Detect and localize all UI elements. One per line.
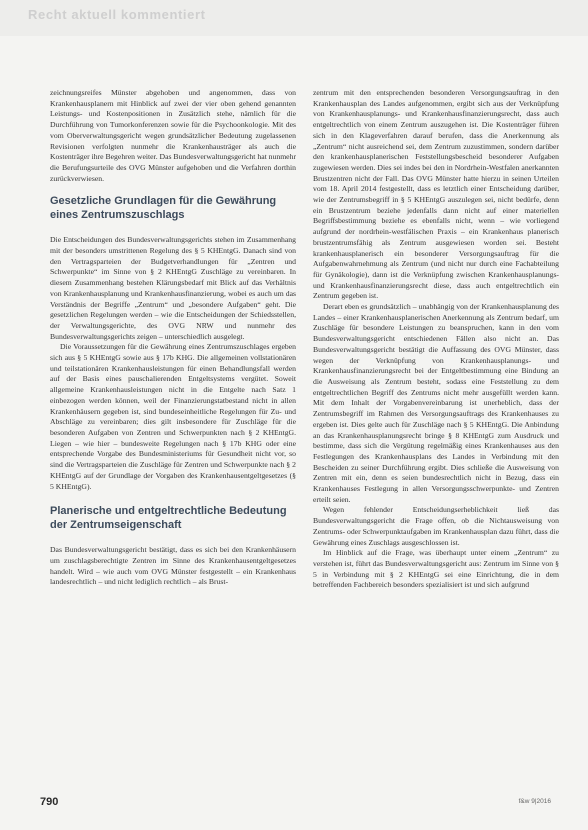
page-header — [0, 0, 588, 36]
body-paragraph: Das Bundesverwaltungsgericht bestätigt, dass es sich bei den Krankenhäusern um zuschlagsberechtigte Zentren im Sinne des Krankenhausentgeltgesetzes handelt. Wird – wie auch vom OVG Münster festgestellt – ein Krankenhaus landesrechtlich – und nicht lediglich rechtlich – als Brust- — [50, 545, 296, 587]
section-heading-legal-basis: Gesetzliche Grundlagen für die Gewährung eines Zentrumszuschlags — [50, 195, 277, 222]
right-column — [313, 88, 559, 591]
body-paragraph: Derart eben es grundsätzlich – unabhängig von der Krankenhausplanung des Landes – einer Krankenhausplanerischen Anerkennung als Zentrum bedarf, um Zuschläge für besondere Leistungen zu beanspruchen, kann in den vom Bundesverwaltungsgericht entschiedenen Fällen also nicht an. Das Bundesverwaltungsgericht bestätigt die Auffassung des OVG Münster, dass wegen der Verknüpfung von Krankenhausplanungs- und Krankenhausfinanzierungsrecht bei der Entgeltbestimmung eine Bindung an die Ausweisung als Zentrum besteht, sodass eine Feststellung zu dem entgeltrechtlichen Begriff des Zentrums nicht mehr ausgefüllt werden kann. Mit dem Inhalt der Vorgabenvereinbarung ist unerheblich, dass der Zentrumsbegriff im Rahmen des Versorgungsauftrags des Krankenhauses zu ergeben ist. Dies gelte auch für Zuschläge nach § 5 KHEntgG. Die Anbindung an das Krankenhausplanungsrecht bringe § 8 KHEntgG zum Ausdruck und bestimme, dass sich die Vergütung regelmäßig eines Krankenhauses aus den Festlegungen des Krankenhausplans des Landes in Verbindung mit den Bescheiden zu seiner Durchführung ergibt. Dies schließe die Ausweisung von Zentren mit ein, denn es seien bundesrechtlich nicht in Bezug, dass ein Krankenhauses Festlegung in allen Versorgungsschwerpunkte- und Zentren erteilt seien. — [313, 302, 559, 504]
issue-label: f&w 9|2016 — [518, 798, 551, 805]
body-paragraph: Die Entscheidungen des Bundesverwaltungsgerichts stehen im Zusammenhang mit der besonders umstrittenen Regelung des § 5 KHEntgG. Danach sind von den Vertragsparteien der Budgetverhandlungen für „Zentren und Schwerpunkte“ im Sinne von § 2 KHEntgG Zuschläge zu vereinbaren. In diesem Zusammenhang bestehen Klärungsbedarf mit Blick auf das Verhältnis von Krankenhausplanung und Krankenhausfinanzierung, wobei es auch um das Verständnis der Begriffe „Zentrum“ und „besondere Aufgaben“ geht. Die gesetzlichen Regelungen werden – wie die Entscheidungen der Schiedsstellen, der Verwaltungsgerichte, des OVG NRW und nunmehr des Bundesverwaltungsgerichts zeigen – unterschiedlich ausgelegt. — [50, 235, 296, 341]
left-column — [50, 88, 296, 588]
intro-paragraph: zeichnungsreifes Münster abgehoben und angenommen, dass von Krankenhausplanern mit Hinblick auf zwei der vier oben gehend genannten Leistungs- und Kostenpositionen in Zusätzlich stehe, nämlich für die Durchführung von Tumorkonferenzen sowie für die Psychoonkologie. Mit des vom Oberverwaltungsgericht wegen grundsätzlicher Bedeutung zugelassenen Revisionen verfolgten nunmehr die Krankenhausträger als auch die Kostenträger ihre Begehren weiter. Das Bundesverwaltungsgericht hat nunmehr die Berufungsurteile des OVG Münster aufgehoben und die Verfahren dorthin zurückverwiesen. — [50, 88, 296, 183]
section-label: Recht aktuell kommentiert — [28, 7, 206, 22]
section-heading-center-status: Planerische und entgeltrechtliche Bedeutung der Zentrumseigenschaft — [50, 505, 287, 532]
page-number: 790 — [40, 796, 59, 808]
body-paragraph: zentrum mit den entsprechenden besonderen Versorgungsauftrag in den Krankenhausplan des Landes aufgenommen, ergibt sich aus der Verknüpfung von Krankenhausplanungs- und Krankenhausfinanzierungsrecht, dass auch entgeltrechtlich von einem Zentrum auszugehen ist. Die Kostenträger führen sich in den Klageverfahren darauf berufen, dass die Anerkennung als „Zentrum“ nicht ausreichend sei, dem Zentrum zuzustimmen, sondern darüber den krankenhausplanerischen Feststellungsbescheid besonderer Aufgaben zugewiesen werden. Dies sei indes bei den in Nordrhein-Westfalen anerkannten Brustzentren nicht der Fall. Das OVG Münster hatte hierzu in seinen Urteilen vom 18. April 2014 festgestellt, dass es letztlich einer Entscheidung darüber, wie der Zentrumsbegriff in § 5 KHEntgG auszulegen sei, nicht bedürfe, denn ein Brustzentrum beziehe jedenfalls dann nicht auf einer materiellen Begriffsbestimmung beziehe es ebenfalls nicht, wenn – wie vorliegend aufgrund der nordrhein-westfälischen Praxis – ein Krankenhaus planerisch brustzentrumsfähig als Zentrum ausgewiesen worden sei. Besteht krankenhausplanerisch ein besonderer Versorgungsauftrag für die Aufgabenwahrnehmung als Zentrum (und nicht nur durch eine Fachabteilung für Gynäkologie), dann ist die Verknüpfung zwischen Krankenhausplanungs- und Krankenhausfinanzierungsrecht diese, dass auch entgeltrechtlich ein Zentrum gegeben ist. — [313, 88, 559, 301]
body-paragraph: Die Voraussetzungen für die Gewährung eines Zentrumszuschlages ergeben sich aus § 5 KHEntgG sowie aus § 17b KHG. Die allgemeinen vollstationären und teilstationären Krankenhausleistungen für einen Behandlungsfall werden auf der Basis eines pauschalierenden Entgeltsystems vergütet. Soweit allgemeine Krankenhausleistungen nicht in die Entgelte nach Satz 1 einbezogen werden können, weil der Finanzierungstatbestand nicht in allen Krankenhäusern gegeben ist, sind bundeseinheitliche Regelungen für Zu- und Abschläge zu vereinbaren; dies gilt insbesondere für Zuschläge für die besonderen Aufgaben von Zentren und Schwerpunkten nach § 2 KHEntgG. Liegen – wie hier – bundesweite Regelungen nach § 17b KHG oder eine entsprechende Vorgabe des Bundesministeriums für Gesundheit nicht vor, so sind die Vertragsparteien die Zuschläge für Zentren und Schwerpunkte nach § 2 KHEntgG auf der Grundlage der Vorgaben des Krankenhausentgeltgesetzes (§ 5 KHEntgG). — [50, 342, 296, 491]
body-paragraph: Im Hinblick auf die Frage, was überhaupt unter einem „Zentrum“ zu verstehen ist, führt das Bundesverwaltungsgericht aus: Zentrum im Sinne von § 5 in Verbindung mit § 2 KHEntgG sei eine Einrichtung, die in dem betreffenden Fachbereich besonders spezialisiert ist und sich aufgrund — [313, 548, 559, 590]
page-footer — [0, 790, 588, 830]
body-paragraph: Wegen fehlender Entscheidungserheblichkeit ließ das Bundesverwaltungsgericht die Frage offen, ob die Nichtausweisung von Zentrums- oder Schwerpunktaufgaben im Krankenhausplan dazu führt, dass die Gewährung eines Zuschlags ausgeschlossen ist. — [313, 505, 559, 547]
